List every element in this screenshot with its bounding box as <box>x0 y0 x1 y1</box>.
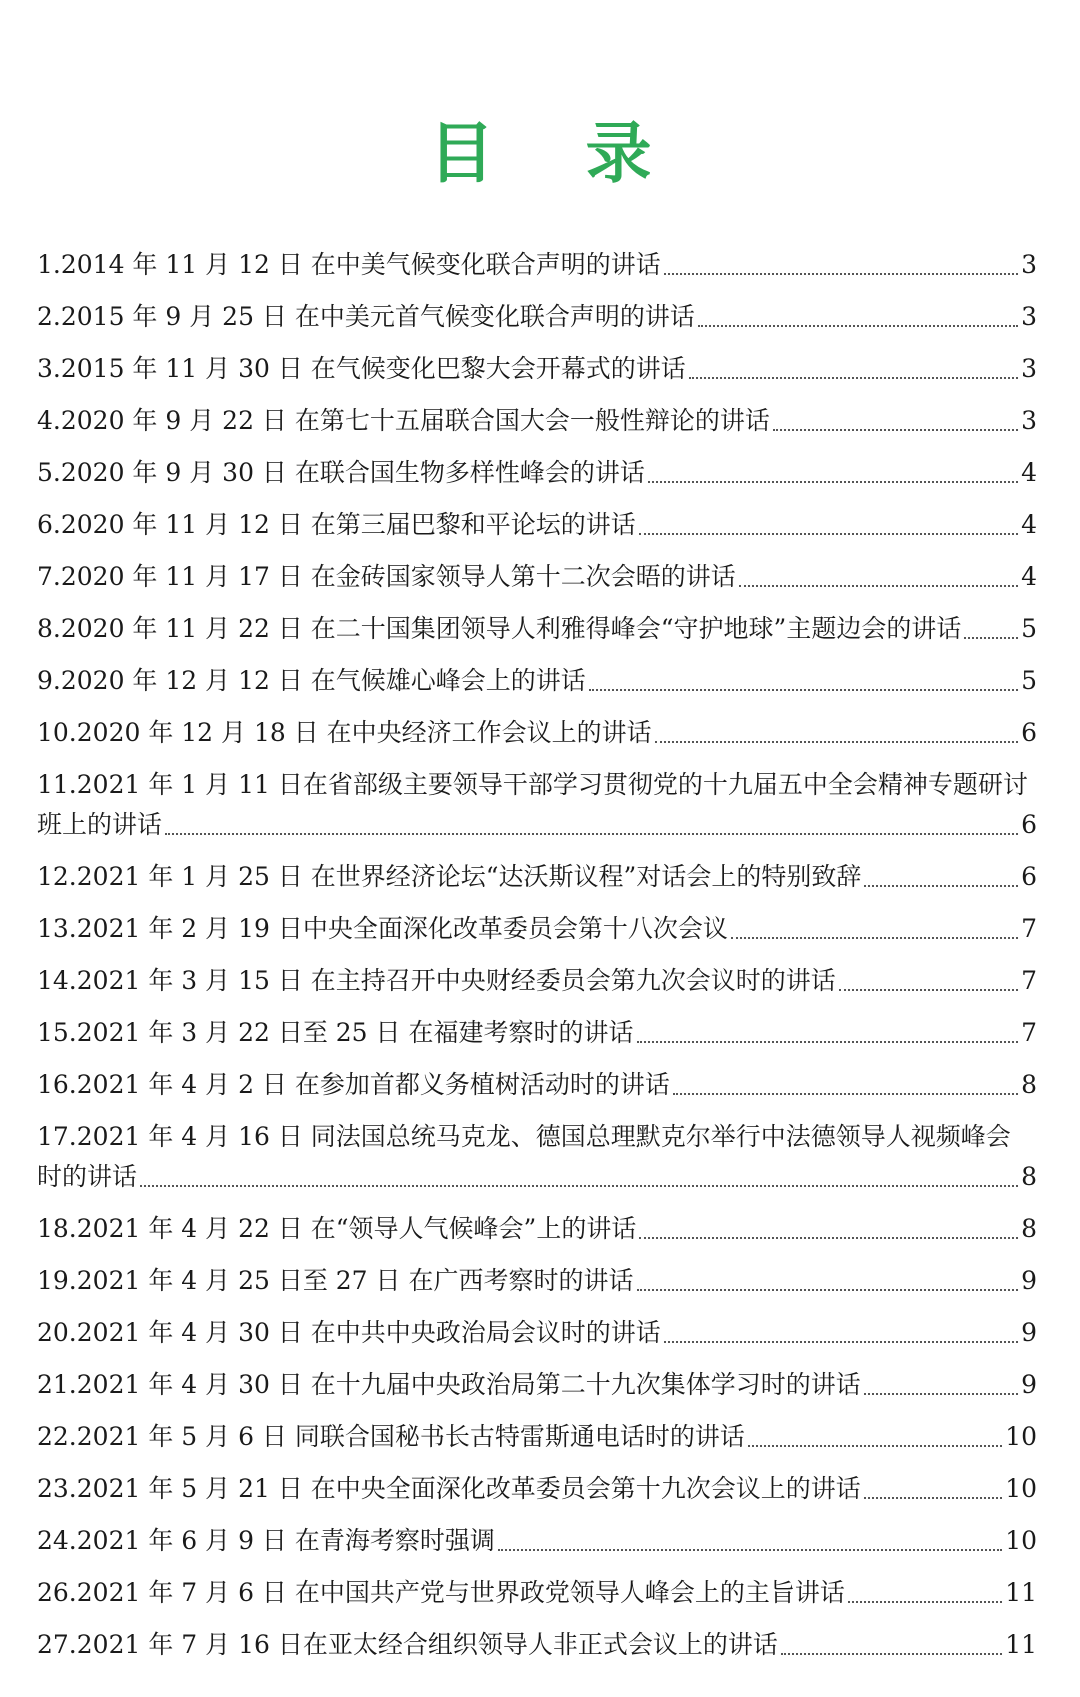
toc-page-number: 10 <box>1005 1526 1037 1555</box>
toc-entry[interactable] <box>37 961 1037 1001</box>
toc-entry-title: 22.2021 年 5 月 6 日 同联合国秘书长古特雷斯通电话时的讲话 <box>37 1422 745 1451</box>
toc-page-number: 3 <box>1021 354 1037 383</box>
toc-page-number: 8 <box>1021 1162 1037 1191</box>
toc-entry[interactable] <box>37 1573 1037 1613</box>
toc-entry-title: 1.2014 年 11 月 12 日 在中美气候变化联合声明的讲话 <box>37 250 661 279</box>
toc-entry-title: 3.2015 年 11 月 30 日 在气候变化巴黎大会开幕式的讲话 <box>37 354 686 383</box>
page-title: 目 录 <box>428 115 686 192</box>
toc-entry-title: 15.2021 年 3 月 22 日至 25 日 在福建考察时的讲话 <box>37 1018 634 1047</box>
toc-entry-title: 7.2020 年 11 月 17 日 在金砖国家领导人第十二次会晤的讲话 <box>37 562 736 591</box>
toc-entry[interactable] <box>37 1313 1037 1353</box>
dot-leader <box>589 689 1018 691</box>
toc-page-number: 6 <box>1021 718 1037 747</box>
toc-entry[interactable] <box>37 909 1037 949</box>
toc-entry[interactable] <box>37 609 1037 649</box>
toc-entry[interactable] <box>37 1117 1037 1197</box>
toc-entry-title: 5.2020 年 9 月 30 日 在联合国生物多样性峰会的讲话 <box>37 458 645 487</box>
toc-page-number: 4 <box>1021 510 1037 539</box>
dot-leader <box>848 1601 1002 1603</box>
toc-page-number: 3 <box>1021 406 1037 435</box>
toc-entry[interactable] <box>37 1261 1037 1301</box>
toc-entry[interactable] <box>37 1625 1037 1665</box>
dot-leader <box>781 1653 1002 1655</box>
toc-entry-title: 24.2021 年 6 月 9 日 在青海考察时强调 <box>37 1526 495 1555</box>
toc-entry-title: 10.2020 年 12 月 18 日 在中央经济工作会议上的讲话 <box>37 718 652 747</box>
toc-entry-title: 8.2020 年 11 月 22 日 在二十国集团领导人利雅得峰会“守护地球”主题边会的讲话 <box>37 614 962 643</box>
dot-leader <box>864 1497 1002 1499</box>
toc-page-number: 7 <box>1021 966 1037 995</box>
dot-leader <box>739 585 1018 587</box>
toc-entry[interactable] <box>37 1417 1037 1457</box>
dot-leader <box>664 273 1018 275</box>
toc-entry-title: 2.2015 年 9 月 25 日 在中美元首气候变化联合声明的讲话 <box>37 302 695 331</box>
toc-entry[interactable] <box>37 297 1037 337</box>
dot-leader <box>773 429 1018 431</box>
toc-page-number: 10 <box>1005 1422 1037 1451</box>
toc-page-number: 6 <box>1021 810 1037 839</box>
dot-leader <box>140 1185 1018 1187</box>
toc-entry-title: 20.2021 年 4 月 30 日 在中共中央政治局会议时的讲话 <box>37 1318 661 1347</box>
toc-entry[interactable] <box>37 1469 1037 1509</box>
dot-leader <box>637 1041 1019 1043</box>
dot-leader <box>165 833 1018 835</box>
toc-page-number: 11 <box>1005 1630 1037 1659</box>
dot-leader <box>655 741 1018 743</box>
toc-entry[interactable] <box>37 453 1037 493</box>
toc-entry-title: 18.2021 年 4 月 22 日 在“领导人气候峰会”上的讲话 <box>37 1214 637 1243</box>
toc-page-number: 8 <box>1021 1070 1037 1099</box>
toc-entry[interactable] <box>37 1521 1037 1561</box>
dot-leader <box>964 637 1018 639</box>
toc-page-number: 11 <box>1005 1578 1037 1607</box>
toc-page-number: 5 <box>1021 614 1037 643</box>
dot-leader <box>864 1393 1018 1395</box>
dot-leader <box>698 325 1018 327</box>
toc-page-number: 6 <box>1021 862 1037 891</box>
toc-entry[interactable] <box>37 713 1037 753</box>
dot-leader <box>639 533 1018 535</box>
toc-entry[interactable] <box>37 1065 1037 1105</box>
table-of-contents <box>37 245 1037 1677</box>
toc-entry[interactable] <box>37 1013 1037 1053</box>
toc-page-number: 7 <box>1021 914 1037 943</box>
dot-leader <box>748 1445 1002 1447</box>
dot-leader <box>864 885 1018 887</box>
toc-entry[interactable] <box>37 1365 1037 1405</box>
dot-leader <box>498 1549 1002 1551</box>
toc-page-number: 4 <box>1021 458 1037 487</box>
toc-page-number: 3 <box>1021 302 1037 331</box>
toc-entry[interactable] <box>37 245 1037 285</box>
toc-entry[interactable] <box>37 661 1037 701</box>
toc-entry-title: 17.2021 年 4 月 16 日 同法国总统马克龙、德国总理默克尔举行中法德领导人视频峰会 <box>37 1122 1011 1151</box>
toc-entry-title: 11.2021 年 1 月 11 日在省部级主要领导干部学习贯彻党的十九届五中全会精神专题研讨 <box>37 770 1028 799</box>
toc-entry-title: 23.2021 年 5 月 21 日 在中央全面深化改革委员会第十九次会议上的讲话 <box>37 1474 861 1503</box>
dot-leader <box>664 1341 1018 1343</box>
toc-page-number: 10 <box>1005 1474 1037 1503</box>
toc-entry-title-cont: 时的讲话 <box>37 1162 138 1191</box>
toc-entry-title: 12.2021 年 1 月 25 日 在世界经济论坛“达沃斯议程”对话会上的特别致辞 <box>37 862 862 891</box>
toc-entry[interactable] <box>37 1209 1037 1249</box>
dot-leader <box>639 1237 1018 1239</box>
toc-entry-title: 16.2021 年 4 月 2 日 在参加首都义务植树活动时的讲话 <box>37 1070 670 1099</box>
dot-leader <box>637 1289 1019 1291</box>
toc-page-number: 4 <box>1021 562 1037 591</box>
toc-page-number: 8 <box>1021 1214 1037 1243</box>
toc-entry-title: 4.2020 年 9 月 22 日 在第七十五届联合国大会一般性辩论的讲话 <box>37 406 770 435</box>
toc-entry[interactable] <box>37 857 1037 897</box>
toc-entry-title-cont: 班上的讲话 <box>37 810 163 839</box>
toc-entry-title: 27.2021 年 7 月 16 日在亚太经合组织领导人非正式会议上的讲话 <box>37 1630 778 1659</box>
dot-leader <box>839 989 1018 991</box>
dot-leader <box>673 1093 1018 1095</box>
toc-entry[interactable] <box>37 505 1037 545</box>
toc-page-number: 7 <box>1021 1018 1037 1047</box>
toc-entry-title: 21.2021 年 4 月 30 日 在十九届中央政治局第二十九次集体学习时的讲话 <box>37 1370 861 1399</box>
toc-entry-title: 6.2020 年 11 月 12 日 在第三届巴黎和平论坛的讲话 <box>37 510 636 539</box>
toc-entry-title: 13.2021 年 2 月 19 日中央全面深化改革委员会第十八次会议 <box>37 914 728 943</box>
dot-leader <box>689 377 1018 379</box>
toc-page-number: 9 <box>1021 1318 1037 1347</box>
toc-page-number: 9 <box>1021 1266 1037 1295</box>
toc-entry-title: 26.2021 年 7 月 6 日 在中国共产党与世界政党领导人峰会上的主旨讲话 <box>37 1578 845 1607</box>
dot-leader <box>648 481 1018 483</box>
dot-leader <box>731 937 1018 939</box>
toc-entry-title: 9.2020 年 12 月 12 日 在气候雄心峰会上的讲话 <box>37 666 586 695</box>
toc-entry[interactable] <box>37 401 1037 441</box>
toc-page-number: 3 <box>1021 250 1037 279</box>
toc-entry[interactable] <box>37 349 1037 389</box>
toc-entry-title: 14.2021 年 3 月 15 日 在主持召开中央财经委员会第九次会议时的讲话 <box>37 966 836 995</box>
toc-entry-title: 19.2021 年 4 月 25 日至 27 日 在广西考察时的讲话 <box>37 1266 634 1295</box>
toc-entry[interactable] <box>37 557 1037 597</box>
toc-entry[interactable] <box>37 765 1037 845</box>
toc-page-number: 9 <box>1021 1370 1037 1399</box>
toc-page-number: 5 <box>1021 666 1037 695</box>
